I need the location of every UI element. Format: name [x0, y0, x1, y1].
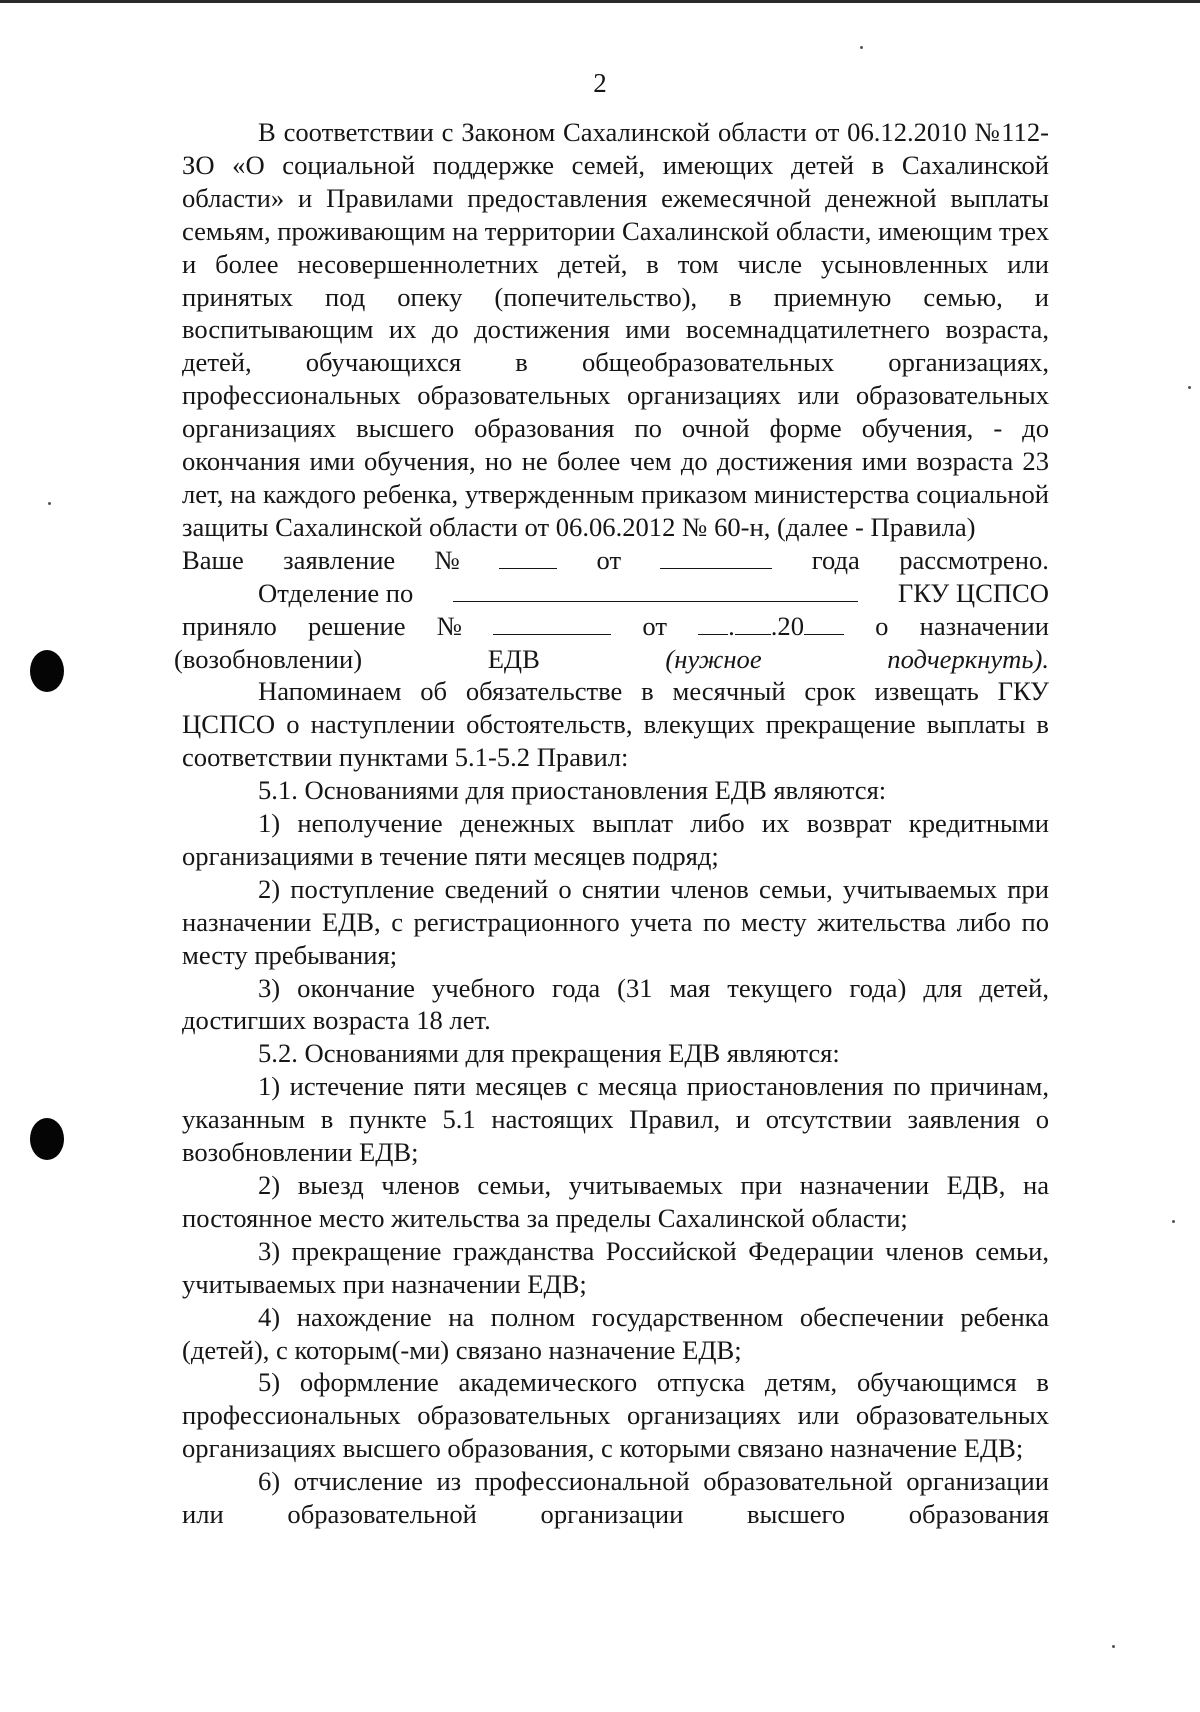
section-5-2-item: 4) нахождение на полном государственном обеспечении ребенка (детей), с которым(-ми) связано назначение ЕДВ; [182, 1301, 1049, 1365]
application-date-blank[interactable] [660, 546, 772, 569]
department-line [182, 577, 1049, 610]
section-5-2-item: 5) оформление академического отпуска детям, обучающимся в профессиональных образовательных организациях или образовательных организациях высшего образования, с которыми связано назначение ЕДВ; [182, 1367, 1049, 1464]
application-word-6: рассмотрено. [899, 544, 1049, 575]
section-5-1-item: 2) поступление сведений о снятии членов семьи, учитываемых при назначении ЕДВ, с регистрационного учета по месту жительства либо по месту пребывания; [182, 873, 1049, 970]
scan-speck [1112, 1645, 1115, 1648]
section-5-1-heading: 5.1. Основаниями для приостановления ЕДВ являются: [258, 775, 887, 806]
application-number-blank[interactable] [499, 546, 557, 569]
reminder-paragraph: Напоминаем об обязательстве в месячный срок извещать ГКУ ЦСПСО о наступлении обстоятельств, влекущих прекращение выплаты в соответствии пунктами 5.1-5.2 Правил: [182, 676, 1049, 773]
decision-word-2: решение [307, 610, 406, 641]
document-body [174, 116, 1049, 1531]
scan-speck [1188, 386, 1191, 389]
page-number: 2 [593, 68, 607, 98]
renewal-word-2: ЕДВ [487, 643, 540, 674]
renewal-word-1: (возобновлении) [174, 643, 363, 674]
decision-month-blank[interactable] [735, 612, 771, 635]
decision-year-prefix: .20 [770, 610, 805, 641]
section-5-2-item: 1) истечение пяти месяцев с месяца приостановления по причинам, указанным в пункте 5.1 настоящих Правил, и отсутствии заявления о возобновлении ЕДВ; [182, 1071, 1049, 1168]
department-label: Отделение по [258, 577, 414, 608]
application-word-3: № [434, 544, 460, 575]
punch-hole [30, 650, 64, 692]
section-5-1-item: 1) неполучение денежных выплат либо их возврат кредитными организациями в течение пяти месяцев подряд; [182, 808, 1049, 871]
decision-year-blank[interactable] [804, 612, 844, 635]
section-5-2-heading: 5.2. Основаниями для прекращения ЕДВ являются: [258, 1038, 840, 1069]
decision-word-5: о [875, 610, 889, 641]
renewal-hint-1: (нужное [665, 643, 762, 674]
section-5-2-item: 3) прекращение гражданства Российской Федерации членов семьи, учитываемых при назначении ЕДВ; [182, 1235, 1049, 1299]
application-line [182, 544, 1049, 577]
intro-paragraph: В соответствии с Законом Сахалинской области от 06.12.2010 №112-ЗО «О социальной поддержке семей, имеющих детей в Сахалинской области» и Правилами предоставления ежемесячной денежной выплаты семьям, проживающим на территории Сахалинской области, имеющим трех и более несовершеннолетних детей, в том числе усыновленных или принятых под опеку (попечительство), в приемную семью, и воспитывающим их до достижения ими восемнадцатилетнего возраста, детей, обучающихся в общеобразовательных организациях, профессиональных образовательных организациях или образовательных организациях высшего образования по очной форме обучения, - до окончания ими обучения, но не более чем до достижения ими возраста 23 лет, на каждого ребенка, утвержденным приказом министерства социальной защиты Сахалинской области от 06.06.2012 № 60-н, (далее - Правила) [182, 117, 1049, 542]
renewal-line [174, 643, 1049, 676]
department-name-blank[interactable] [453, 579, 858, 602]
scan-speck [1172, 1220, 1175, 1223]
application-word-1: Ваше [182, 544, 244, 575]
application-word-5: года [811, 544, 860, 575]
decision-word-6: назначении [919, 610, 1049, 641]
decision-date-dot: . [728, 610, 735, 641]
scan-speck [860, 46, 863, 49]
decision-word-3: № [436, 610, 463, 641]
decision-date [698, 610, 844, 643]
section-5-1-item: 3) окончание учебного года (31 мая текущего года) для детей, достигших возраста 18 лет. [182, 972, 1049, 1036]
section-5-2-item: 6) отчисление из профессиональной образовательной организации или образовательной организации высшего образования [182, 1466, 1049, 1530]
decision-word-4: от [642, 610, 667, 641]
decision-line [182, 610, 1049, 643]
section-5-2-item: 2) выезд членов семьи, учитываемых при назначении ЕДВ, на постоянное место жительства за пределы Сахалинской области; [182, 1170, 1049, 1233]
scan-speck [48, 502, 51, 505]
punch-hole [30, 1118, 64, 1160]
decision-day-blank[interactable] [698, 612, 728, 635]
application-word-2: заявление [283, 544, 396, 575]
decision-word-1: приняло [182, 610, 277, 641]
renewal-hint-2: подчеркнуть). [887, 643, 1049, 674]
scan-top-edge [0, 0, 1200, 3]
decision-number-blank[interactable] [493, 612, 611, 635]
department-agency: ГКУ ЦСПСО [897, 577, 1049, 608]
application-word-4: от [596, 544, 622, 575]
